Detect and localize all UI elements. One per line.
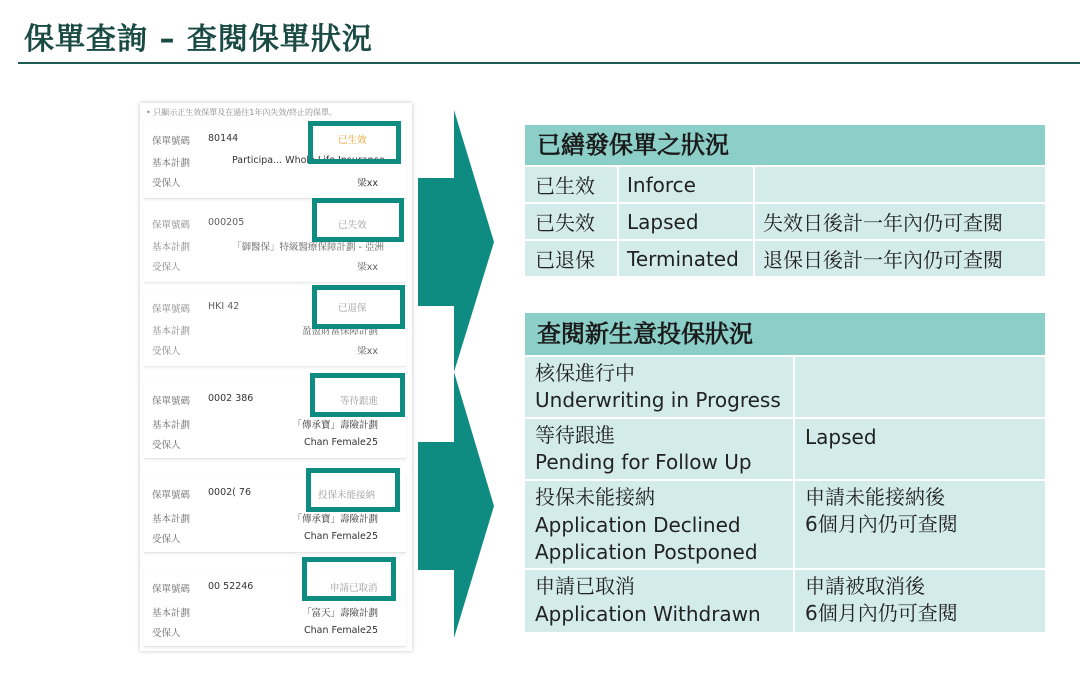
policy-no: 0002 386 [208,393,254,404]
table1-row [525,241,1045,276]
plan-label: 基本計劃 [152,242,191,253]
policy-no: HKI 42 [208,301,240,312]
plan-label: 基本計劃 [152,326,191,337]
status-en: Application Withdrawn [535,602,761,626]
insured-label: 受保人 [152,346,181,357]
status-declined: 投保未能接納 [318,490,376,501]
status-en: Inforce [627,172,696,197]
status-inforce: 已生效 [338,135,367,146]
table2-row [525,419,1045,479]
insured-label: 受保人 [152,440,181,451]
status-en: Underwriting in Progress [535,388,781,412]
status-note: 失效日後計一年內仍可查閱 [763,211,1003,235]
col-divider [753,167,755,202]
plan-name: Participa... Whole Life Insurance [232,155,385,166]
policy-no-label: 保單號碼 [152,220,191,231]
arrow-right-icon [418,110,498,375]
col-divider [617,167,619,202]
table2-header: 查閱新生意投保狀況 [525,313,1045,355]
policy-no-label: 保單號碼 [152,490,191,501]
insured-label: 受保人 [152,178,181,189]
status-en: Terminated [627,246,739,271]
table1-header: 已繕發保單之狀況 [525,125,1045,165]
insured-label: 受保人 [152,628,181,639]
insured-name: Chan Female25 [304,437,378,448]
insured-name: 梁xx [357,178,378,189]
policy-no-label: 保單號碼 [152,584,191,595]
status-highlight [312,285,405,329]
status-note-2: 6個月內仍可查閱 [805,601,958,625]
table1-row [525,204,1045,239]
status-en: Application Declined [535,513,741,537]
arrow-right-icon [418,372,498,640]
table1-row [525,167,1045,202]
status-highlight [302,557,396,601]
plan-name: 「傳承寶」壽險計劃 [292,514,378,525]
insured-label: 受保人 [152,262,181,273]
policy-no-label: 保單號碼 [152,396,191,407]
insured-name: Chan Female25 [304,531,378,542]
plan-label: 基本計劃 [152,420,191,431]
status-note: 申請被取消後 [805,574,925,598]
plan-name: 「富天」壽險計劃 [301,608,378,619]
status-withdrawn: 申請已取消 [330,583,378,594]
insured-name: 梁xx [357,346,378,357]
status-zh: 等待跟進 [535,423,615,447]
plan-name: 「傳承寶」壽險計劃 [292,420,378,431]
status-note: 退保日後計一年內仍可查閱 [763,248,1003,272]
status-note: 申請未能接納後 [805,485,945,509]
table2-row [525,357,1045,417]
status-zh: 申請已取消 [535,574,635,598]
status-highlight [306,468,400,512]
status-zh: 投保未能接納 [535,485,655,509]
policy-no-label: 保單號碼 [152,304,191,315]
plan-label: 基本計劃 [152,158,191,169]
status-highlight [308,121,401,164]
title-divider [18,62,1080,64]
policy-no: 0002( 76 [208,487,251,498]
status-en-2: Application Postponed [535,540,758,564]
status-zh: 已失效 [535,211,595,235]
table2-row [525,481,1045,568]
col-divider [793,481,795,568]
col-divider [617,204,619,239]
status-terminated: 已退保 [338,303,367,314]
col-divider [793,419,795,479]
status-en: Lapsed [627,209,699,234]
insured-name: Chan Female25 [304,625,378,636]
status-zh: 核保進行中 [535,361,635,385]
table2-row [525,570,1045,632]
insured-name: 梁xx [357,262,378,273]
plan-label: 基本計劃 [152,514,191,525]
policy-no: 80144 [208,133,239,144]
page-title: 保單查詢 – 查閱保單狀況 [24,22,373,57]
status-note-2: 6個月內仍可查閱 [805,512,958,536]
policy-no: 00 52246 [208,581,254,592]
insured-label: 受保人 [152,534,181,545]
policy-no: 000205 [208,217,245,228]
status-zh: 已生效 [535,174,595,198]
status-note: Lapsed [805,425,877,449]
col-divider [617,241,619,276]
list-note: • 只顯示正生效保單及在過往1年內失效/終止的保單。 [146,108,338,117]
plan-name: 「御醫保」特級醫療保障計劃 - 亞洲 [232,242,384,253]
col-divider [793,570,795,632]
status-lapsed: 已失效 [338,220,367,231]
status-highlight [312,198,404,242]
status-en: Pending for Follow Up [535,450,752,474]
status-pending: 等待跟進 [340,396,379,407]
policy-no-label: 保單號碼 [152,136,191,147]
plan-label: 基本計劃 [152,608,191,619]
col-divider [753,241,755,276]
status-highlight [310,373,405,417]
col-divider [793,357,795,417]
status-zh: 已退保 [535,248,595,272]
col-divider [753,204,755,239]
plan-name: 盈盈財富保障計劃 [301,326,378,337]
